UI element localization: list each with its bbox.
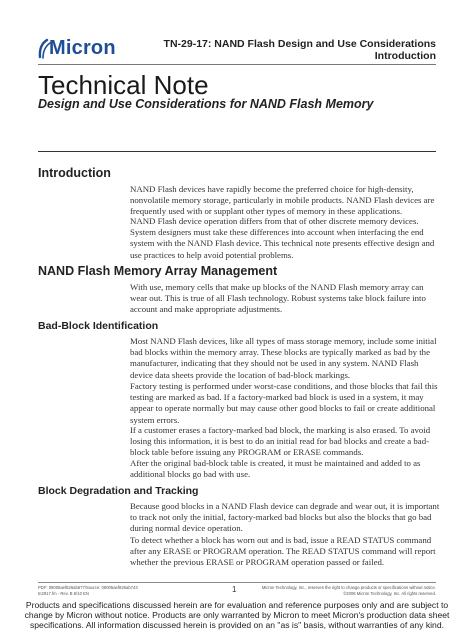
heading-array-management: NAND Flash Memory Array Management <box>38 264 278 278</box>
footer-source-line: PDF: 09005aef826ab677/Source: 09005aef826ab743 <box>38 585 138 590</box>
footer-revision-line: tn2917.fm - Rev. B 6/10 EN <box>38 590 89 596</box>
header-section: Introduction <box>374 50 436 62</box>
badblock-paragraph-3: If a customer erases a factory-marked bad block, the marking is also erased. To avoid losing this information, it is best to do an initial read for bad blocks and create a bad-block table before issuing any PROGRAM or ERASE commands. <box>130 425 431 458</box>
page-subtitle: Design and Use Considerations for NAND Flash Memory <box>38 97 374 111</box>
footer-disclaimer: Products and specifications discussed herein are for evaluation and reference purposes only and are subject to change by Micron without notice. Products are only warranted by Micron to meet Micron's production data sheet specifications. All information discussed herein is provided on an "as is" basis, without warranties of any kind. <box>24 600 450 631</box>
footer-rule <box>38 582 436 583</box>
degradation-paragraph-2: To detect whether a block has worn out and is bad, issue a READ STATUS command after any ERASE or PROGRAM operation. The READ STATUS command will report whether the previous ERASE or PROGRAM operation passed or failed. <box>130 535 436 568</box>
page-number: 1 <box>232 585 237 594</box>
intro-paragraph-2: NAND Flash device operation differs from that of other discrete memory devices. System designers must take these differences into account when interfacing the end system with the NAND Flash device. This technical note presents effective design and use practices to help avoid potential problems. <box>130 216 435 260</box>
logo-text: Micron <box>49 37 116 59</box>
heading-introduction: Introduction <box>38 166 111 180</box>
footer-copyright-line: ©2006 Micron Technology, Inc. All rights reserved. <box>343 590 436 596</box>
header-rule <box>38 64 436 65</box>
heading-block-degradation: Block Degradation and Tracking <box>38 485 199 497</box>
intro-paragraph-1: NAND Flash devices have rapidly become the preferred choice for high-density, nonvolatile memory storage, particularly in mobile products. NAND Flash devices are frequently used with or supplant other types of memory in these applications. <box>130 184 435 217</box>
degradation-paragraph-1: Because good blocks in a NAND Flash device can degrade and wear out, it is important to track not only the initial, factory-marked bad blocks but also the blocks that go bad during normal device operation. <box>130 501 440 534</box>
footer-rights-line: Micron Technology, Inc., reserves the right to change products or specifications without notice. <box>261 585 436 590</box>
header-doc-ref: TN-29-17: NAND Flash Design and Use Considerations <box>163 38 436 50</box>
badblock-paragraph-4: After the original bad-block table is created, it must be maintained and added to as additional blocks go bad with use. <box>130 458 421 480</box>
badblock-paragraph-1: Most NAND Flash devices, like all types of mass storage memory, include some initial bad blocks within the memory array. These blocks are typically marked as bad by the manufacturer, indicating that they should not be used in any system. NAND Flash device data sheets provide the location of bad-block markings. <box>130 336 437 380</box>
badblock-paragraph-2: Factory testing is performed under worst-case conditions, and those blocks that fail this testing are marked as bad. If a factory-marked bad block is used in a system, it may appear to operate normally but may cause other good blocks to fail or create additional system errors. <box>130 381 438 425</box>
page-title: Technical Note <box>38 70 209 100</box>
heading-bad-block-identification: Bad-Block Identification <box>38 320 159 332</box>
footer-copyright <box>262 585 436 596</box>
footer-source-info <box>38 585 138 596</box>
title-rule <box>38 151 436 152</box>
micron-logo <box>38 35 130 65</box>
array-paragraph-1: With use, memory cells that make up blocks of the NAND Flash memory array can wear out. This is true of all Flash technology. Robust systems take block failure into account and make appropriate adjustments. <box>130 282 426 315</box>
